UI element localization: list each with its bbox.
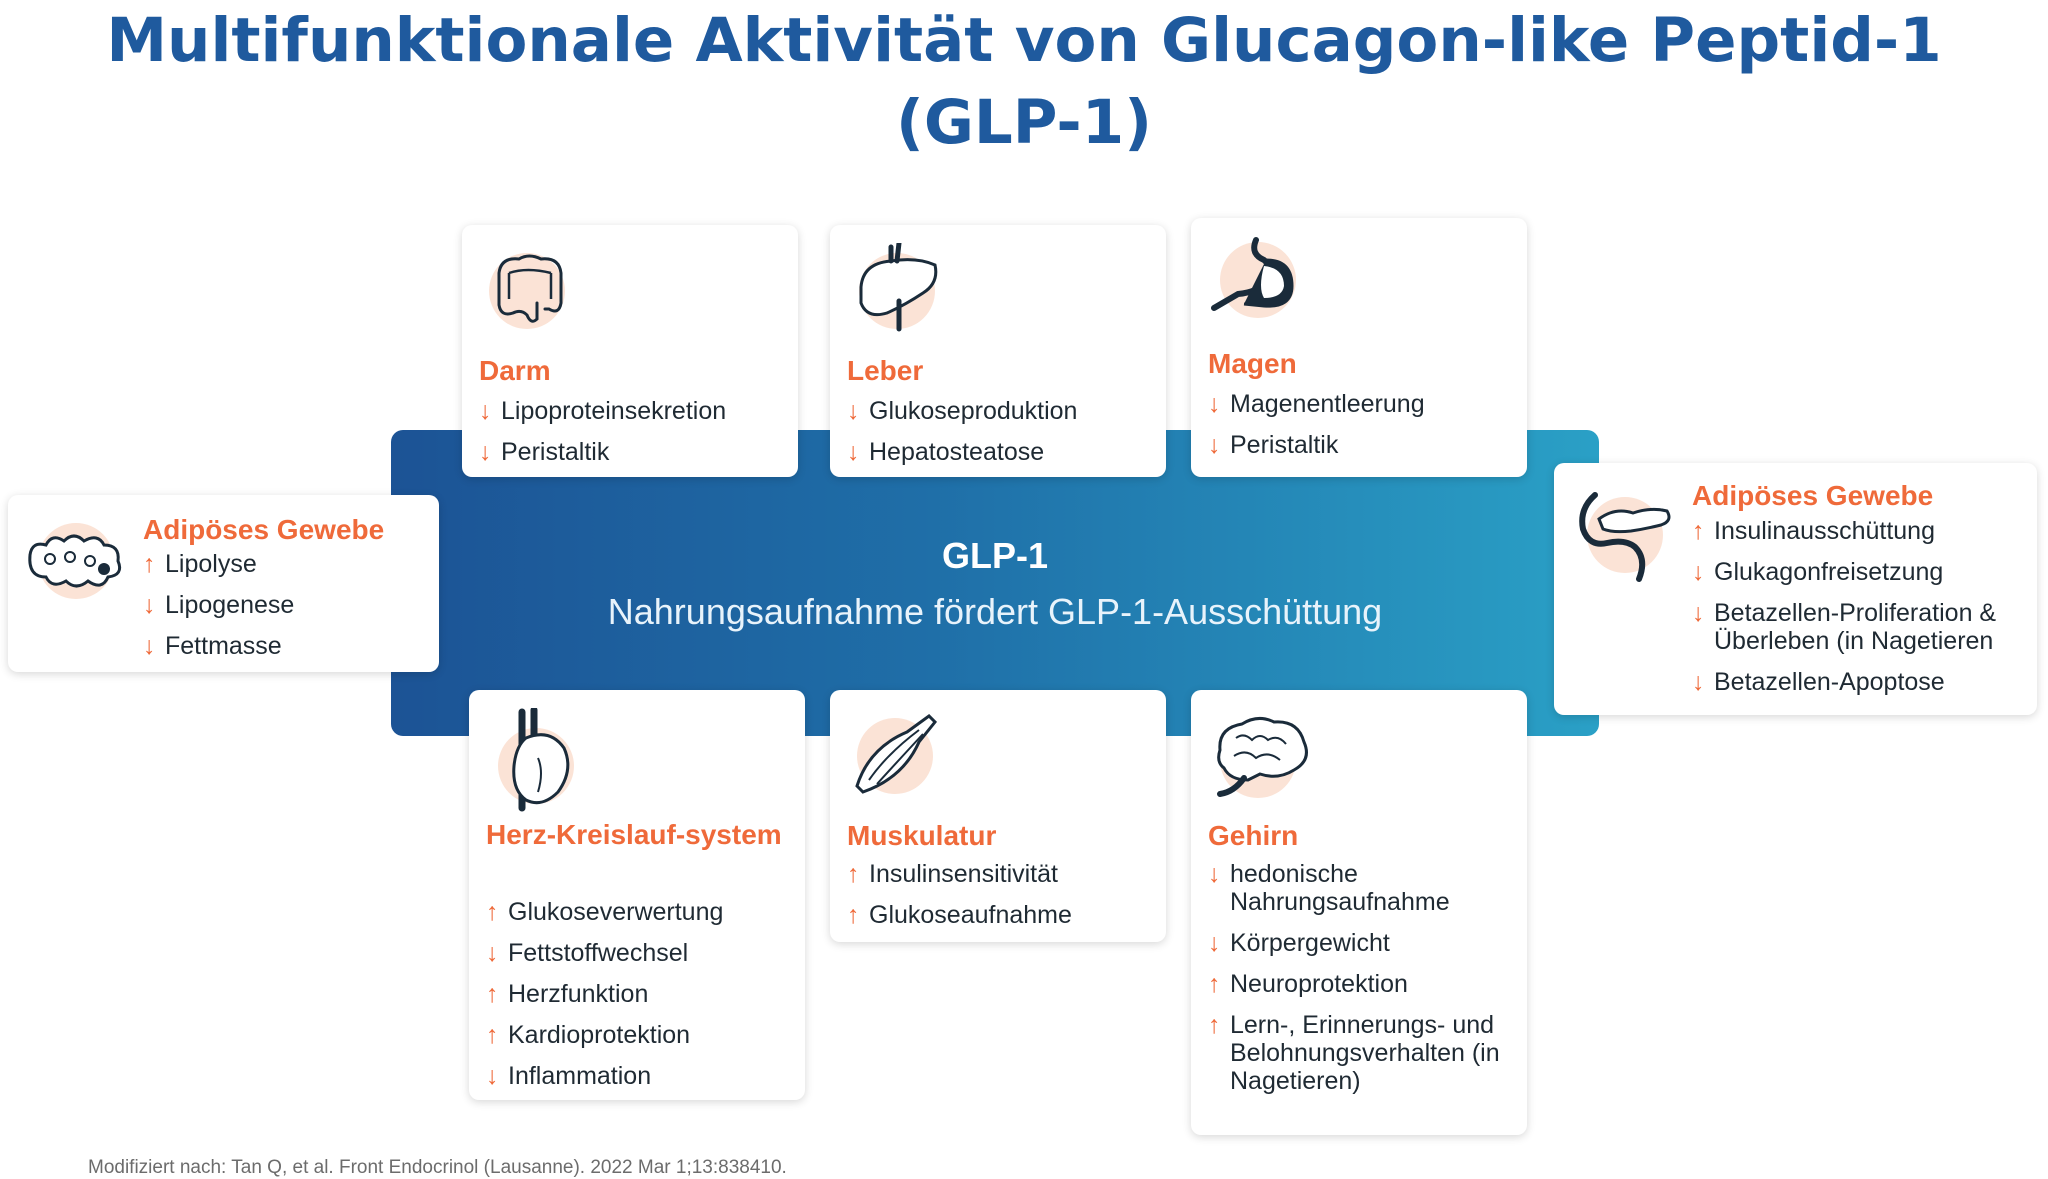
card-leber	[830, 225, 1166, 477]
effect-list	[486, 898, 796, 1103]
effect-text: Hepatosteatose	[869, 438, 1045, 466]
effect-list	[1692, 517, 2027, 709]
effect-item	[143, 591, 433, 619]
effect-item	[1208, 1011, 1518, 1095]
pancreas-icon	[1569, 485, 1679, 585]
card-magen	[1191, 218, 1527, 477]
arrow-up-icon: ↑	[486, 898, 499, 926]
center-subtitle: Nahrungsaufnahme fördert GLP-1-Ausschüttung	[607, 591, 1383, 632]
adipose-tissue-icon	[20, 515, 130, 605]
effect-text: Herzfunktion	[508, 980, 649, 1008]
muscle-icon	[847, 708, 947, 798]
effect-text: Lipoproteinsekretion	[501, 397, 727, 425]
title-line-2: (GLP-1)	[895, 87, 1153, 158]
arrow-down-icon: ↓	[486, 939, 499, 967]
arrow-down-icon: ↓	[847, 438, 860, 466]
effect-item	[1208, 860, 1518, 916]
arrow-down-icon: ↓	[143, 632, 156, 660]
effect-text: Kardioprotektion	[508, 1021, 691, 1049]
card-title: Gehirn	[1208, 820, 1299, 851]
stomach-icon	[1208, 236, 1308, 326]
arrow-down-icon: ↓	[1692, 558, 1705, 586]
arrow-down-icon: ↓	[1208, 390, 1221, 418]
effect-item	[1208, 390, 1518, 418]
arrow-down-icon: ↓	[1208, 929, 1221, 957]
effect-text: Fettstoffwechsel	[508, 939, 689, 967]
effect-item	[486, 1021, 796, 1049]
effect-item	[479, 397, 789, 425]
effect-text: Peristaltik	[501, 438, 610, 466]
arrow-down-icon: ↓	[1692, 599, 1705, 627]
effect-text: Insulinsensitivität	[869, 860, 1058, 888]
title-line-1: Multifunktionale Aktivität von Glucagon-like Peptid-1	[106, 5, 1942, 76]
effect-text: Lipogenese	[165, 591, 295, 619]
arrow-up-icon: ↑	[847, 901, 860, 929]
arrow-down-icon: ↓	[847, 397, 860, 425]
effect-item	[1208, 970, 1518, 998]
effect-text: Peristaltik	[1230, 431, 1339, 459]
center-title: GLP-1	[941, 535, 1048, 576]
arrow-up-icon: ↑	[847, 860, 860, 888]
effect-item	[1692, 599, 2027, 655]
liver-icon	[847, 243, 947, 333]
card-adipose-right	[1554, 463, 2037, 715]
effect-item	[486, 939, 796, 967]
heart-icon	[486, 708, 586, 813]
effect-text: Magenentleerung	[1230, 390, 1425, 418]
arrow-up-icon: ↑	[486, 1021, 499, 1049]
effect-item	[143, 550, 433, 578]
card-gehirn	[1191, 690, 1527, 1135]
card-herz	[469, 690, 805, 1100]
intestine-icon	[479, 243, 579, 333]
effect-text: Betazellen-Proliferation & Überleben (in Nagetieren	[1714, 599, 1997, 655]
card-title: Herz-Kreislauf-system	[486, 819, 782, 850]
effect-text: Glukoseproduktion	[869, 397, 1078, 425]
brain-icon	[1208, 708, 1318, 803]
card-title: Leber	[847, 355, 924, 386]
effect-item	[1208, 431, 1518, 459]
effect-text: Lipolyse	[165, 550, 257, 578]
effect-list	[479, 397, 789, 479]
effect-item	[847, 860, 1157, 888]
effect-text: Insulinausschüttung	[1714, 517, 1935, 545]
card-title: Darm	[479, 355, 551, 386]
effect-item	[486, 980, 796, 1008]
effect-text: Glukagonfreisetzung	[1714, 558, 1944, 586]
effect-text: Glukoseaufnahme	[869, 901, 1072, 929]
effect-item	[1692, 517, 2027, 545]
effect-item	[143, 632, 433, 660]
effect-text: Körpergewicht	[1230, 929, 1390, 957]
effect-item	[1208, 929, 1518, 957]
effect-item	[479, 438, 789, 466]
arrow-down-icon: ↓	[1208, 860, 1221, 888]
effect-list	[847, 397, 1157, 479]
effect-item	[847, 438, 1157, 466]
effect-text: Glukoseverwertung	[508, 898, 724, 926]
effect-text: Fettmasse	[165, 632, 282, 660]
card-adipose-left	[8, 495, 439, 672]
arrow-up-icon: ↑	[1208, 970, 1221, 998]
arrow-up-icon: ↑	[143, 550, 156, 578]
effect-text: hedonische Nahrungsaufnahme	[1230, 860, 1450, 916]
effect-item	[1692, 558, 2027, 586]
arrow-down-icon: ↓	[479, 438, 492, 466]
arrow-down-icon: ↓	[1692, 668, 1705, 696]
effect-item	[847, 397, 1157, 425]
arrow-down-icon: ↓	[479, 397, 492, 425]
arrow-up-icon: ↑	[1208, 1011, 1221, 1039]
card-title: Adipöses Gewebe	[1692, 480, 1934, 511]
card-darm	[462, 225, 798, 477]
arrow-down-icon: ↓	[1208, 431, 1221, 459]
effect-item	[486, 898, 796, 926]
page-title	[0, 0, 2048, 164]
effect-item	[847, 901, 1157, 929]
effect-list	[143, 550, 433, 673]
effect-text: Betazellen-Apoptose	[1714, 668, 1945, 696]
effect-item	[486, 1062, 796, 1090]
effect-list	[1208, 390, 1518, 472]
card-title: Adipöses Gewebe	[143, 514, 385, 545]
effect-item	[1692, 668, 2027, 696]
arrow-up-icon: ↑	[486, 980, 499, 1008]
source-footnote: Modifiziert nach: Tan Q, et al. Front Endocrinol (Lausanne). 2022 Mar 1;13:838410.	[88, 1157, 787, 1178]
effect-list	[847, 860, 1157, 942]
arrow-down-icon: ↓	[486, 1062, 499, 1090]
effect-list	[1208, 860, 1518, 1108]
effect-text: Neuroprotektion	[1230, 970, 1408, 998]
arrow-up-icon: ↑	[1692, 517, 1705, 545]
effect-text: Inflammation	[508, 1062, 652, 1090]
card-title: Magen	[1208, 348, 1297, 379]
arrow-down-icon: ↓	[143, 591, 156, 619]
card-muskulatur	[830, 690, 1166, 942]
effect-text: Lern-, Erinnerungs- und Belohnungsverhalten (in Nagetieren)	[1230, 1011, 1500, 1095]
card-title: Muskulatur	[847, 820, 997, 851]
